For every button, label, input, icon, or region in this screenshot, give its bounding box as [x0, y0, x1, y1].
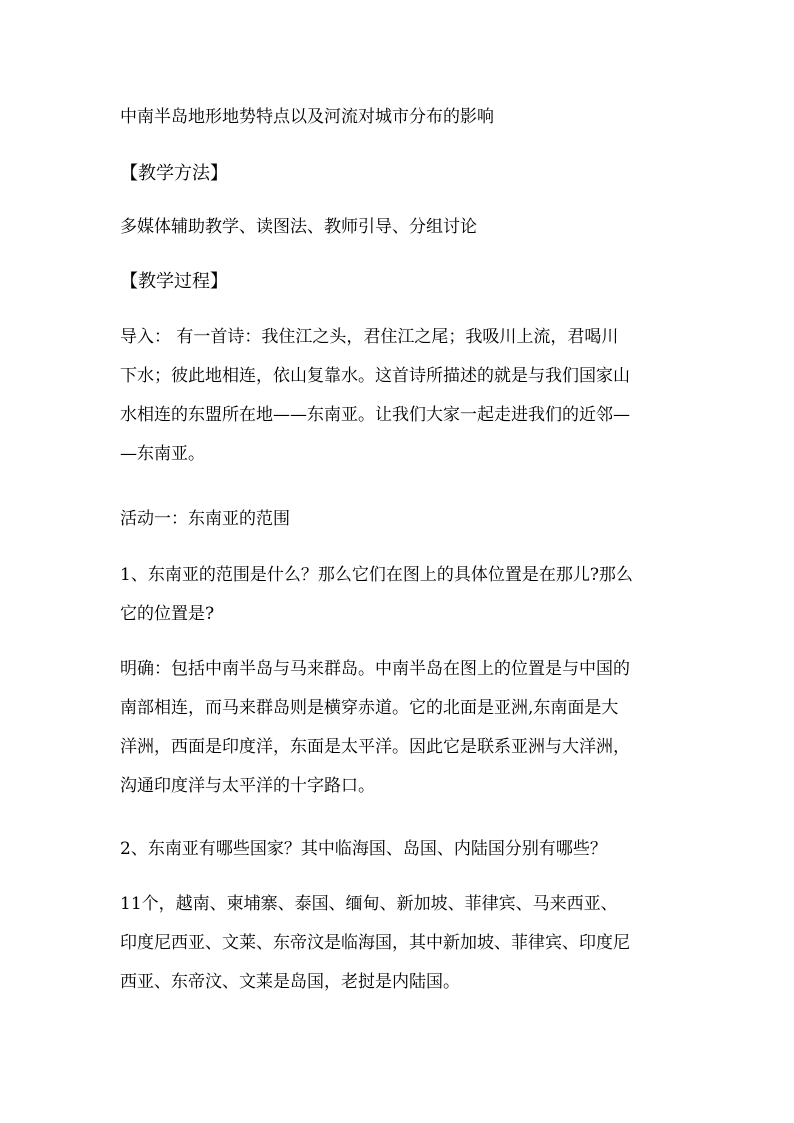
paragraph-line: 它的位置是? — [120, 604, 215, 624]
answer-2-paragraph — [120, 885, 680, 1002]
paragraph-line: 水相连的东盟所在地——东南亚。让我们大家一起走进我们的近邻— — [120, 405, 630, 425]
method-paragraph — [120, 208, 680, 247]
section-heading-method — [120, 154, 680, 193]
paragraph-line: 下水；彼此地相连，依山复靠水。这首诗所描述的就是与我们国家山 — [120, 366, 630, 386]
topic-line — [120, 98, 680, 137]
topic-text: 中南半岛地形地势特点以及河流对城市分布的影响 — [120, 107, 494, 127]
paragraph-line: 西亚、东帝汶、文莱是岛国，老挝是内陆国。 — [120, 972, 460, 992]
heading-text: 【教学过程】 — [120, 271, 228, 292]
paragraph-line: 明确：包括中南半岛与马来群岛。中南半岛在图上的位置是与中国的 — [120, 659, 630, 679]
intro-paragraph — [120, 318, 680, 474]
paragraph-line: 印度尼西亚、文莱、东帝汶是临海国，其中新加坡、菲律宾、印度尼 — [120, 933, 630, 953]
method-text: 多媒体辅助教学、读图法、教师引导、分组讨论 — [120, 217, 477, 237]
paragraph-line: 洋洲，西面是印度洋，东面是太平洋。因此它是联系亚洲与大洋洲， — [120, 737, 630, 757]
question-1-paragraph — [120, 556, 680, 634]
heading-text: 【教学方法】 — [120, 163, 228, 184]
paragraph-line: 沟通印度洋与太平洋的十字路口。 — [120, 776, 375, 796]
paragraph-line: 11个，越南、柬埔寨、泰国、缅甸、新加坡、菲律宾、马来西亚、 — [120, 894, 618, 914]
paragraph-line: 2、东南亚有哪些国家？其中临海国、岛国、内陆国分别有哪些？ — [120, 839, 607, 859]
answer-1-paragraph — [120, 650, 680, 806]
paragraph-line: 南部相连，而马来群岛则是横穿赤道。它的北面是亚洲,东南面是大 — [120, 698, 619, 718]
paragraph-line: 1、东南亚的范围是什么？那么它们在图上的具体位置是在那儿?那么 — [120, 565, 633, 585]
paragraph-line: 导入： 有一首诗：我住江之头，君住江之尾；我吸川上流，君喝川 — [120, 327, 619, 347]
activity-heading — [120, 500, 680, 539]
paragraph-line: —东南亚。 — [120, 444, 205, 464]
section-heading-process — [120, 262, 680, 301]
question-2-paragraph — [120, 830, 680, 869]
activity-text: 活动一：东南亚的范围 — [120, 509, 290, 529]
